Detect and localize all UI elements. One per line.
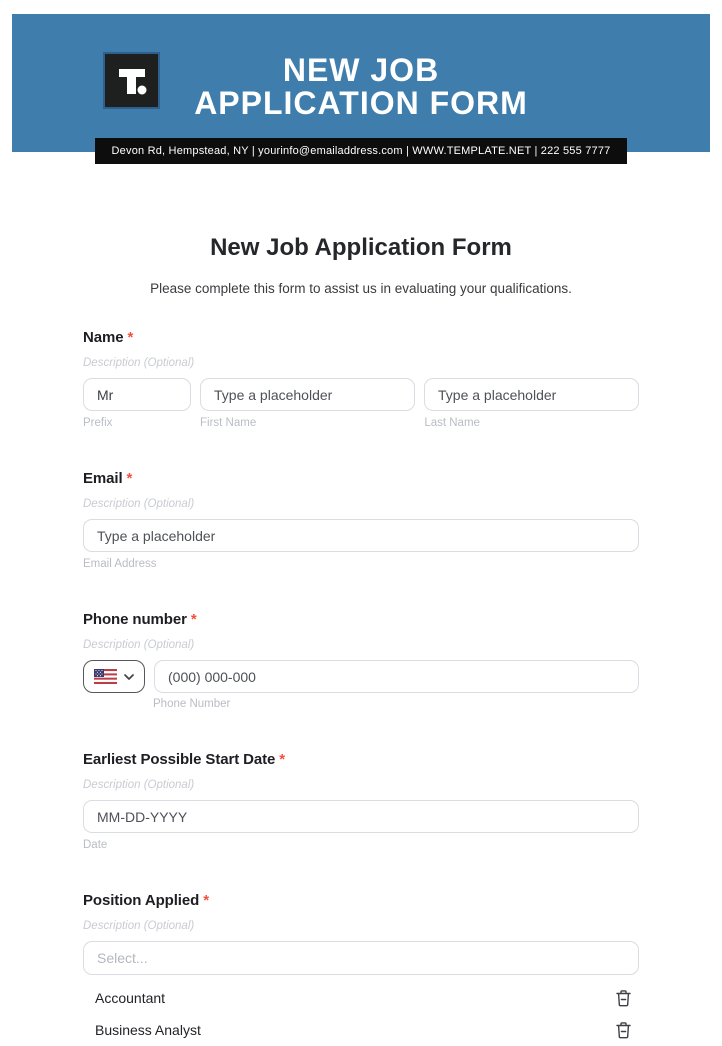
- name-label-text: Name: [83, 329, 124, 346]
- required-asterisk: *: [190, 611, 197, 628]
- option-label: Accountant: [95, 990, 166, 1006]
- phone-label: [83, 612, 639, 628]
- position-select[interactable]: Select...: [83, 941, 639, 975]
- phone-input[interactable]: [154, 660, 639, 693]
- position-label-text: Position Applied: [83, 892, 200, 909]
- chevron-down-icon: [124, 674, 134, 680]
- section-start-date: [83, 752, 639, 851]
- section-position: [83, 893, 639, 1046]
- form-area: [83, 0, 639, 1046]
- last-name-sublabel: Last Name: [424, 417, 480, 429]
- position-options-list: [83, 982, 639, 1046]
- name-sublabels: [83, 417, 639, 429]
- banner-title-line2: APPLICATION FORM: [194, 85, 528, 121]
- email-label: [83, 471, 639, 487]
- country-code-dropdown[interactable]: [83, 660, 145, 693]
- last-name-input[interactable]: [424, 378, 639, 411]
- position-option-row: [83, 982, 639, 1014]
- position-label: [83, 893, 639, 909]
- start-date-label-text: Earliest Possible Start Date: [83, 751, 276, 768]
- phone-description-placeholder[interactable]: Description (Optional): [83, 639, 195, 651]
- phone-label-text: Phone number: [83, 611, 187, 628]
- required-asterisk: *: [279, 751, 286, 768]
- form-subtitle: Please complete this form to assist us in evaluating your qualifications.: [150, 281, 572, 296]
- email-sublabel: Email Address: [83, 558, 157, 570]
- start-date-input-row: [83, 800, 639, 833]
- required-asterisk: *: [203, 892, 209, 909]
- contact-bar: Devon Rd, Hempstead, NY | yourinfo@emailaddress.com | WWW.TEMPLATE.NET | 222 555 7777: [95, 138, 627, 164]
- delete-option-button[interactable]: [614, 988, 633, 1009]
- email-description-placeholder[interactable]: Description (Optional): [83, 498, 195, 510]
- start-date-label: [83, 752, 639, 768]
- us-flag-icon: [94, 669, 117, 684]
- first-name-input[interactable]: [200, 378, 415, 411]
- position-description-placeholder[interactable]: Description (Optional): [83, 920, 195, 932]
- delete-option-button[interactable]: [614, 1020, 633, 1041]
- position-option-row: [83, 1014, 639, 1046]
- phone-input-row: [83, 660, 639, 693]
- section-phone: [83, 612, 639, 710]
- email-label-text: Email: [83, 470, 123, 487]
- section-name: [83, 330, 639, 429]
- trash-icon: [616, 990, 631, 1007]
- banner-title-line1: NEW JOB: [282, 52, 440, 88]
- required-asterisk: *: [127, 329, 134, 346]
- name-description-placeholder[interactable]: Description (Optional): [83, 357, 195, 369]
- section-email: [83, 471, 639, 570]
- date-sublabel: Date: [83, 839, 108, 851]
- email-input-row: [83, 519, 639, 552]
- trash-icon: [616, 1022, 631, 1039]
- required-asterisk: *: [126, 470, 133, 487]
- first-name-sublabel: First Name: [200, 417, 257, 429]
- phone-sublabel: Phone Number: [153, 698, 231, 710]
- form-title: New Job Application Form: [210, 234, 512, 261]
- email-input[interactable]: [83, 519, 639, 552]
- start-date-description-placeholder[interactable]: Description (Optional): [83, 779, 195, 791]
- option-label: Business Analyst: [95, 1022, 201, 1038]
- prefix-sublabel: Prefix: [83, 417, 113, 429]
- prefix-input[interactable]: [83, 378, 191, 411]
- name-label: [83, 330, 639, 346]
- name-inputs-row: [83, 378, 639, 411]
- date-input[interactable]: [83, 800, 639, 833]
